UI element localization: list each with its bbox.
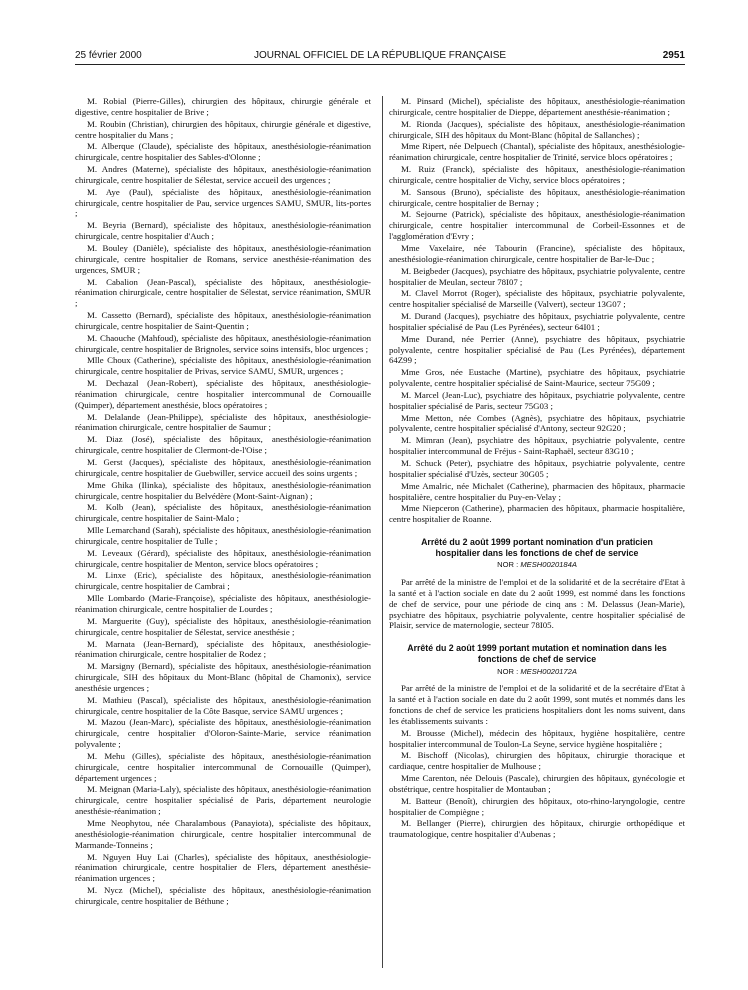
entry-item: M. Delalande (Jean-Philippe), spécialiste des hôpitaux, anesthésiologie-réanimation chirurgicale, centre hospitalier de Saumur ;	[75, 411, 371, 433]
entry-item: M. Beigbeder (Jacques), psychiatre des hôpitaux, psychiatrie polyvalente, centre hospitalier de Meulan, secteur 78I07 ;	[389, 265, 685, 287]
journal-title: JOURNAL OFFICIEL DE LA RÉPUBLIQUE FRANÇAISE	[253, 50, 507, 61]
section1-body: Par arrêté de la ministre de l'emploi et de la solidarité et de la secrétaire d'Etat à la santé et à l'action sociale en date du 2 août 1999, est nommé dans les fonctions de chef de service, pour une période de cinq ans : M. Delassus (Jean-Marie), psychiatre des hôpitaux, psychiatrie polyvalente, centre hospitalier spécialisé de Plaisir, service de maternologie, secteur 78I05.	[389, 577, 685, 631]
entry-item: M. Roubin (Christian), chirurgien des hôpitaux, chirurgie générale et digestive, centre hospitalier du Mans ;	[75, 118, 371, 140]
left-column	[75, 96, 371, 908]
section2-nor-code: MESH0020172A	[520, 666, 577, 676]
header-rule	[75, 64, 685, 65]
entry-item: Mme Neophytou, née Charalambous (Panayiota), spécialiste des hôpitaux, anesthésiologie-réanimation chirurgicale, centre hospitalier intercommunal de Marmande-Tonneins ;	[75, 818, 371, 850]
entry-item: M. Mazou (Jean-Marc), spécialiste des hôpitaux, anesthésiologie-réanimation chirurgicale, centre hospitalier d'Oloron-Sainte-Marie, service réanimation polyvalente ;	[75, 717, 371, 750]
section1-nor-label: NOR :	[497, 560, 519, 570]
entry-item: M. Leveaux (Gérard), spécialiste des hôpitaux, anesthésiologie-réanimation chirurgicale, centre hospitalier de Menton, service blocs opératoires ;	[75, 547, 371, 569]
entry-item: Mme Ghika (Ilinka), spécialiste des hôpitaux, anesthésiologie-réanimation chirurgicale, centre hospitalier du Belvédère (Mont-Saint-Aignan) ;	[75, 479, 371, 501]
entry-item: M. Batteur (Benoît), chirurgien des hôpitaux, oto-rhino-laryngologie, centre hospitalier de Compiègne ;	[389, 795, 685, 817]
entry-item: M. Diaz (José), spécialiste des hôpitaux, anesthésiologie-réanimation chirurgicale, centre hospitalier de Clermont-de-l'Oise ;	[75, 434, 371, 456]
entry-item: M. Aye (Paul), spécialiste des hôpitaux, anesthésiologie-réanimation chirurgicale, centre hospitalier de Pau, service urgences SAMU, SMUR, lits-portes ;	[75, 186, 371, 219]
entry-item: M. Clavel Morrot (Roger), spécialiste des hôpitaux, psychiatrie polyvalente, centre hospitalier spécialisé de Marseille (Valvert), secteur 13G07 ;	[389, 288, 685, 310]
section2-nor-label: NOR :	[497, 666, 519, 676]
entry-item: M. Marcel (Jean-Luc), psychiatre des hôpitaux, psychiatrie polyvalente, centre hospitalier spécialisé de Paris, secteur 75G03 ;	[389, 389, 685, 411]
entry-item: M. Schuck (Peter), psychiatre des hôpitaux, psychiatrie polyvalente, centre hospitalier spécialisé d'Uzès, secteur 30G05 ;	[389, 458, 685, 479]
entry-item: M. Marnata (Jean-Bernard), spécialiste des hôpitaux, anesthésiologie-réanimation chirurgicale, centre hospitalier de Rodez ;	[75, 638, 371, 660]
entry-item: M. Durand (Jacques), psychiatre des hôpitaux, psychiatrie polyvalente, centre hospitalier spécialisé de Pau (Les Pyrénées), secteur 64I01 ;	[389, 311, 685, 332]
entry-item: M. Pinsard (Michel), spécialiste des hôpitaux, anesthésiologie-réanimation chirurgicale, centre hospitalier de Dieppe, département anesthésie-réanimation ;	[389, 96, 685, 117]
entry-item: M. Bouley (Danièle), spécialiste des hôpitaux, anesthésiologie-réanimation chirurgicale, centre hospitalier de Romans, service anesthésie-réanimation des urgences, SMUR ;	[75, 242, 371, 275]
entry-item: M. Sejourne (Patrick), spécialiste des hôpitaux, anesthésiologie-réanimation chirurgicale, centre hospitalier intercommunal de Corbeil-Essonnes et de l'agglomération d'Evry ;	[389, 209, 685, 242]
entry-item: M. Bischoff (Nicolas), chirurgien des hôpitaux, chirurgie thoracique et cardiaque, centre hospitalier de Mulhouse ;	[389, 750, 685, 772]
entry-item: M. Rionda (Jacques), spécialiste des hôpitaux, anesthésiologie-réanimation chirurgicale, SIH des hôpitaux du Mont-Blanc (hôpital de Sallanches) ;	[389, 118, 685, 140]
right-column	[389, 96, 685, 841]
entry-item: M. Nguyen Huy Lai (Charles), spécialiste des hôpitaux, anesthésiologie-réanimation chirurgicale, centre hospitalier de Flers, département anesthésie-réanimation urgences ;	[75, 851, 371, 884]
entry-item: M. Cabalion (Jean-Pascal), spécialiste des hôpitaux, anesthésiologie-réanimation chirurgicale, centre hospitalier de Sélestat, service réanimation, SMUR ;	[75, 276, 371, 309]
header-date: 25 février 2000	[75, 50, 142, 61]
entry-item: M. Dechazal (Jean-Robert), spécialiste des hôpitaux, anesthésiologie-réanimation chirurgicale, centre hospitalier intercommunal de Cornouaille (Quimper), département anesthésie, blocs opératoires ;	[75, 378, 371, 410]
entry-item: M. Marsigny (Bernard), spécialiste des hôpitaux, anesthésiologie-réanimation chirurgicale, SIH des hôpitaux du Mont-Blanc (hôpital de Chamonix), service anesthésie urgences ;	[75, 661, 371, 693]
entry-item: M. Gerst (Jacques), spécialiste des hôpitaux, anesthésiologie-réanimation chirurgicale, centre hospitalier de Guebwiller, service accueil des soins urgents ;	[75, 457, 371, 478]
entry-item: Mme Metton, née Combes (Agnès), psychiatre des hôpitaux, psychiatrie polyvalente, centre hospitalier spécialisé d'Antony, secteur 92G20 ;	[389, 412, 685, 434]
entry-item: Mme Niepceron (Catherine), pharmacien des hôpitaux, pharmacie hospitalière, centre hospitalier de Roanne.	[389, 503, 685, 525]
entry-item: M. Andres (Materne), spécialiste des hôpitaux, anesthésiologie-réanimation chirurgicale, centre hospitalier de Sélestat, service accueil des urgences ;	[75, 164, 371, 185]
section1-nor	[389, 560, 685, 571]
entry-item: Mlle Lemarchand (Sarah), spécialiste des hôpitaux, anesthésiologie-réanimation chirurgicale, centre hospitalier de Tulle ;	[75, 525, 371, 546]
section2-title: Arrêté du 2 août 1999 portant mutation et nomination dans les fonctions de chef de service	[407, 643, 667, 664]
section1-title: Arrêté du 2 août 1999 portant nomination d'un praticien hospitalier dans les fonctions de chef de service	[421, 537, 653, 558]
entry-item: M. Mathieu (Pascal), spécialiste des hôpitaux, anesthésiologie-réanimation chirurgicale, centre hospitalier de la Côte Basque, service SAMU urgences ;	[75, 694, 371, 716]
entry-item: Mme Carenton, née Delouis (Pascale), chirurgien des hôpitaux, gynécologie et obstétrique, centre hospitalier de Montauban ;	[389, 773, 685, 794]
column-divider	[382, 96, 383, 968]
entry-item: M. Linxe (Eric), spécialiste des hôpitaux, anesthésiologie-réanimation chirurgicale, centre hospitalier de Cambrai ;	[75, 570, 371, 592]
section1-nor-code: MESH0020184A	[520, 560, 577, 570]
entry-item: M. Robial (Pierre-Gilles), chirurgien des hôpitaux, chirurgie générale et digestive, centre hospitalier de Brive ;	[75, 96, 371, 117]
section2-entries	[389, 728, 685, 840]
entry-item: M. Mehu (Gilles), spécialiste des hôpitaux, anesthésiologie-réanimation chirurgicale, centre hospitalier intercommunal de Cornouaille (Quimper), département urgences ;	[75, 750, 371, 783]
entry-item: M. Cassetto (Bernard), spécialiste des hôpitaux, anesthésiologie-réanimation chirurgicale, centre hospitalier de Saint-Quentin ;	[75, 310, 371, 331]
entry-item: M. Meignan (Maria-Laly), spécialiste des hôpitaux, anesthésiologie-réanimation chirurgicale, centre hospitalier spécialisé de Paris, département neurologie anesthésie-réanimation ;	[75, 784, 371, 817]
section2-nor	[389, 667, 685, 678]
entry-item: Mme Durand, née Perrier (Anne), psychiatre des hôpitaux, psychiatrie polyvalente, centre hospitalier spécialisé de Pau (Les Pyrénées), département 64Z99 ;	[389, 333, 685, 366]
section2-body: Par arrêté de la ministre de l'emploi et de la solidarité et de la secrétaire d'Etat à la santé et à l'action sociale en date du 2 août 1999, sont mutés et nommés dans les fonctions de chef de service les praticiens hospitaliers dont les noms suivent, dans les établissements suivants :	[389, 683, 685, 726]
entry-item: M. Nycz (Michel), spécialiste des hôpitaux, anesthésiologie-réanimation chirurgicale, centre hospitalier de Béthune ;	[75, 885, 371, 906]
entry-item: Mlle Lombardo (Marie-Françoise), spécialiste des hôpitaux, anesthésiologie-réanimation chirurgicale, centre hospitalier de Lourdes ;	[75, 593, 371, 614]
entry-item: Mme Vaxelaire, née Tabourin (Francine), spécialiste des hôpitaux, anesthésiologie-réanimation chirurgicale, centre hospitalier de Bar-le-Duc ;	[389, 242, 685, 264]
right-column-entries	[389, 96, 685, 525]
entry-item: Mme Amalric, née Michalet (Catherine), pharmacien des hôpitaux, pharmacie hospitalière, centre hospitalier du Puy-en-Velay ;	[389, 480, 685, 502]
entry-item: M. Ruiz (Franck), spécialiste des hôpitaux, anesthésiologie-réanimation chirurgicale, centre hospitalier de Vichy, service blocs opératoires ;	[389, 164, 685, 185]
entry-item: M. Mimran (Jean), psychiatre des hôpitaux, psychiatrie polyvalente, centre hospitalier intercommunal de Fréjus - Saint-Raphaël, secteur 83G10 ;	[389, 435, 685, 457]
entry-item: M. Bellanger (Pierre), chirurgien des hôpitaux, chirurgie orthopédique et traumatologique, centre hospitalier d'Aubenas ;	[389, 818, 685, 840]
entry-item: M. Beyria (Bernard), spécialiste des hôpitaux, anesthésiologie-réanimation chirurgicale, centre hospitalier d'Auch ;	[75, 220, 371, 242]
entry-item: M. Alberque (Claude), spécialiste des hôpitaux, anesthésiologie-réanimation chirurgicale, centre hospitalier des Sables-d'Olonne ;	[75, 141, 371, 163]
page-number: 2951	[662, 50, 685, 61]
entry-item: Mme Gros, née Eustache (Martine), psychiatre des hôpitaux, psychiatrie polyvalente, centre hospitalier spécialisé de Saint-Maurice, secteur 75G09 ;	[389, 367, 685, 389]
entry-item: Mlle Choux (Catherine), spécialiste des hôpitaux, anesthésiologie-réanimation chirurgicale, centre hospitalier de Privas, service SAMU, SMUR, urgences ;	[75, 355, 371, 377]
entry-item: Mme Ripert, née Delpuech (Chantal), spécialiste des hôpitaux, anesthésiologie-réanimation chirurgicale, centre hospitalier de Trinité, service blocs opératoires ;	[389, 141, 685, 163]
entry-item: M. Marguerite (Guy), spécialiste des hôpitaux, anesthésiologie-réanimation chirurgicale, centre hospitalier de Sélestat, service anesthésie ;	[75, 615, 371, 637]
entry-item: M. Brousse (Michel), médecin des hôpitaux, hygiène hospitalière, centre hospitalier intercommunal de Toulon-La Seyne, service hygiène hospitalière ;	[389, 727, 685, 749]
entry-item: M. Sansous (Bruno), spécialiste des hôpitaux, anesthésiologie-réanimation chirurgicale, centre hospitalier de Bernay ;	[389, 186, 685, 208]
entry-item: M. Chaouche (Mahfoud), spécialiste des hôpitaux, anesthésiologie-réanimation chirurgicale, centre hospitalier de Brignoles, service soins intensifs, bloc urgences ;	[75, 332, 371, 354]
entry-item: M. Kolb (Jean), spécialiste des hôpitaux, anesthésiologie-réanimation chirurgicale, centre hospitalier de Saint-Malo ;	[75, 502, 371, 524]
